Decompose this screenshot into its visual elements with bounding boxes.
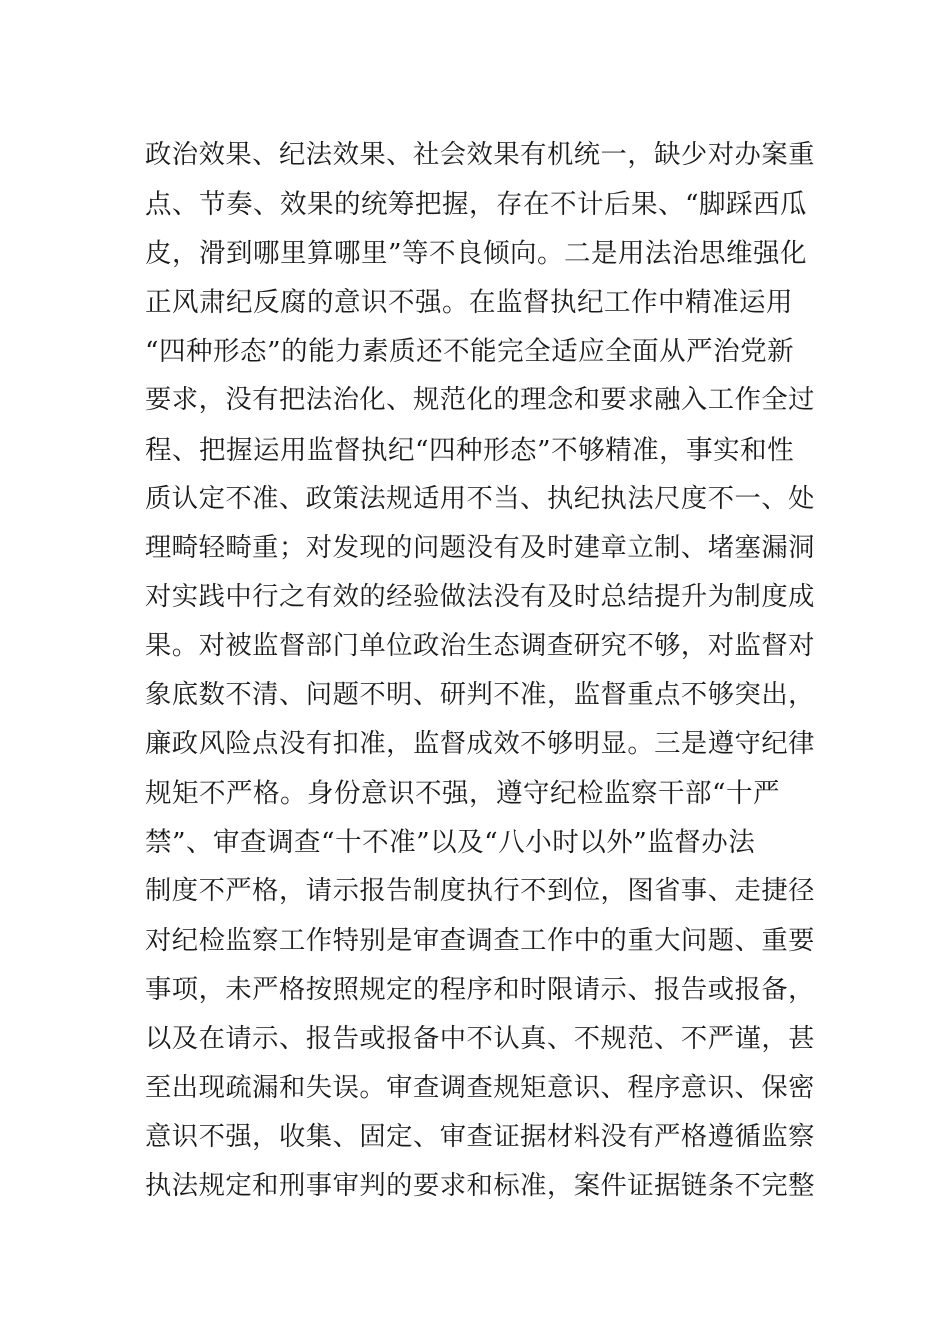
text-line: 皮，滑到哪里算哪里”等不良倾向。二是用法治思维强化 <box>145 238 808 270</box>
text-line: 点、节奏、效果的统筹把握，存在不计后果、“脚踩西瓜 <box>145 189 808 221</box>
text-line: 质认定不准、政策法规适用不当、执纪执法尺度不一、处 <box>145 483 815 514</box>
text-line: 制度不严格，请示报告制度执行不到位，图省事、走捷径 <box>145 876 815 907</box>
body-text <box>145 131 815 1211</box>
text-line: 要求，没有把法治化、规范化的理念和要求融入工作全过 <box>145 385 815 416</box>
text-line: 意识不强，收集、固定、审查证据材料没有严格遵循监察 <box>145 1121 815 1152</box>
text-line: 象底数不清、问题不明、研判不准，监督重点不够突出， <box>145 680 815 711</box>
text-line: 理畸轻畸重；对发现的问题没有及时建章立制、堵塞漏洞 <box>145 532 815 563</box>
text-line: 廉政风险点没有扣准，监督成效不够明显。三是遵守纪律 <box>145 729 815 760</box>
text-line: 政治效果、纪法效果、社会效果有机统一，缺少对办案重 <box>145 140 815 170</box>
text-line: 程、把握运用监督执纪“四种形态”不够精准，事实和性 <box>145 434 795 466</box>
text-line: 对实践中行之有效的经验做法没有及时总结提升为制度成 <box>145 581 815 612</box>
text-line: 至出现疏漏和失误。审查调查规矩意识、程序意识、保密 <box>145 1072 815 1103</box>
text-line: 果。对被监督部门单位政治生态调查研究不够，对监督对 <box>145 630 815 661</box>
text-line: 以及在请示、报告或报备中不认真、不规范、不严谨，甚 <box>145 1023 815 1054</box>
text-line: 事项，未严格按照规定的程序和时限请示、报告或报备， <box>145 974 815 1005</box>
text-line: 正风肃纪反腐的意识不强。在监督执纪工作中精准运用 <box>145 287 793 319</box>
text-line: “四种形态”的能力素质还不能完全适应全面从严治党新 <box>145 336 795 368</box>
text-line: 执法规定和刑事审判的要求和标准，案件证据链条不完整 <box>145 1170 815 1201</box>
text-line: 规矩不严格。身份意识不强，遵守纪检监察干部“十严 <box>145 778 781 810</box>
text-line: 禁”、审查调查“十不准”以及“八小时以外”监督办法 <box>145 827 756 859</box>
text-line: 对纪检监察工作特别是审查调查工作中的重大问题、重要 <box>145 925 815 956</box>
